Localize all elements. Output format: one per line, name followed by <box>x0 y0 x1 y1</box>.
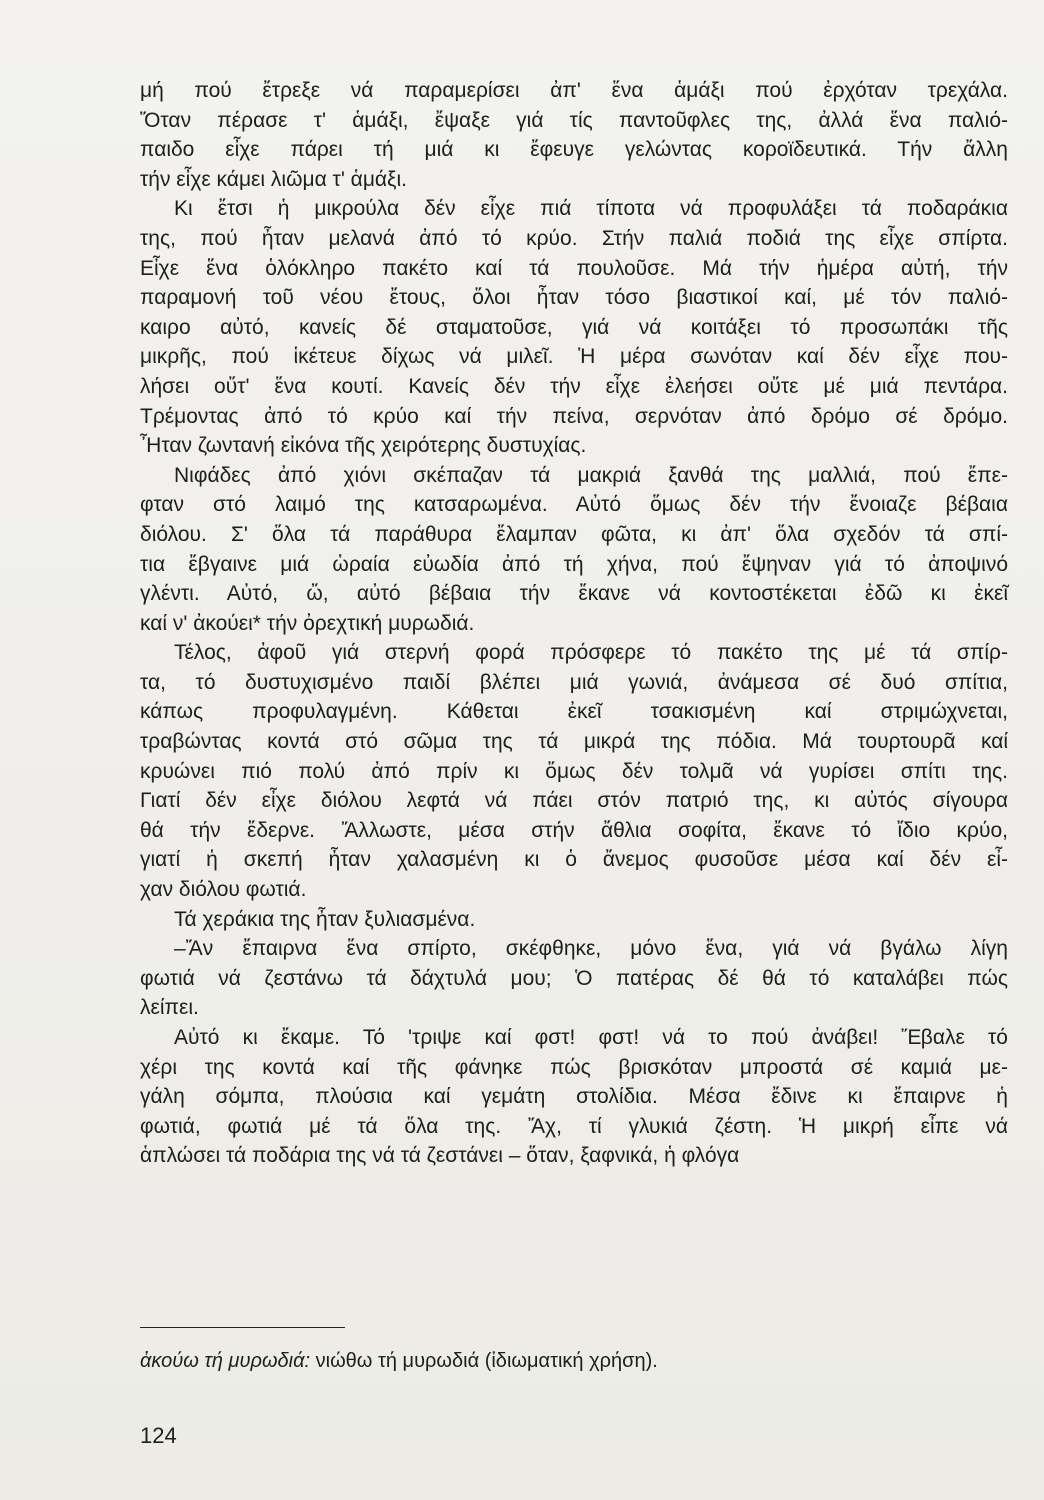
footnote-divider <box>140 1327 345 1328</box>
text-line: γιατί ἡ σκεπή ἦταν χαλασμένη κι ὁ ἄνεμος φυσοῦσε μέσα καί δέν εἶ- <box>140 848 1008 872</box>
paragraph <box>140 934 1008 1023</box>
paragraph <box>140 1023 1008 1171</box>
text-line: φωτιά νά ζεστάνω τά δάχτυλά μου; Ὁ πατέρας δέ θά τό καταλάβει πώς <box>140 966 1008 990</box>
text-line: γάλη σόμπα, πλούσια καί γεμάτη στολίδια. Μέσα ἔδινε κι ἔπαιρνε ἡ <box>140 1085 1008 1109</box>
paragraph <box>140 638 1008 904</box>
footnote <box>140 1348 658 1374</box>
text-line: Ἦταν ζωντανή εἰκόνα τῆς χειρότερης δυστυχίας. <box>140 434 587 458</box>
text-line: φωτιά, φωτιά μέ τά ὅλα της. Ἄχ, τί γλυκιά ζέστη. Ἡ μικρή εἶπε νά <box>140 1114 1008 1138</box>
footnote-term: ἀκούω τή μυρωδιά: <box>140 1350 311 1372</box>
text-line: Γιατί δέν εἶχε διόλου λεφτά νά πάει στόν πατριό της, κι αὐτός σίγουρα <box>140 789 1008 813</box>
text-line: κρυώνει πιό πολύ ἀπό πρίν κι ὅμως δέν τολμᾶ νά γυρίσει σπίτι της. <box>140 759 1008 783</box>
footnote-definition: νιώθω τή μυρωδιά (ἰδιωματική χρήση). <box>315 1350 658 1372</box>
text-line: παραμονή τοῦ νέου ἔτους, ὅλοι ἦταν τόσο βιαστικοί καί, μέ τόν παλιό- <box>140 286 1008 310</box>
text-line: τήν εἶχε κάμει λιῶμα τ' ἁμάξι. <box>140 167 407 191</box>
text-line: Εἶχε ἕνα ὁλόκληρο πακέτο καί τά πουλοῦσε. Μά τήν ἡμέρα αὐτή, τήν <box>140 256 1008 280</box>
text-line: Νιφάδες ἀπό χιόνι σκέπαζαν τά μακριά ξανθά της μαλλιά, πού ἔπε- <box>174 463 1008 487</box>
paragraph <box>140 76 1008 194</box>
text-line: θά τήν ἔδερνε. Ἄλλωστε, μέσα στήν ἄθλια σοφίτα, ἔκανε τό ἴδιο κρύο, <box>140 818 1008 842</box>
text-line: χέρι της κοντά καί τῆς φάνηκε πώς βρισκόταν μπροστά σέ καμιά με- <box>140 1055 1008 1079</box>
text-line: Τέλος, ἀφοῦ γιά στερνή φορά πρόσφερε τό πακέτο της μέ τά σπίρ- <box>174 641 1008 665</box>
paragraph <box>140 461 1008 639</box>
text-line: ἁπλώσει τά ποδάρια της νά τά ζεστάνει – ὅταν, ξαφνικά, ἡ φλόγα <box>140 1144 740 1168</box>
text-line: χαν διόλου φωτιά. <box>140 878 307 902</box>
text-line: φταν στό λαιμό της κατσαρωμένα. Αὐτό ὅμως δέν τήν ἔνοιαζε βέβαια <box>140 493 1008 517</box>
text-line: τια ἔβγαινε μιά ὡραία εὐωδία ἀπό τή χήνα, πού ἔψηναν γιά τό ἀποψινό <box>140 552 1008 576</box>
page-number: 124 <box>140 1423 177 1448</box>
text-line: γλέντι. Αὐτό, ὤ, αὐτό βέβαια τήν ἔκανε νά κοντοστέκεται ἐδῶ κι ἐκεῖ <box>140 582 1008 606</box>
text-line: τραβώντας κοντά στό σῶμα της τά μικρά της πόδια. Μά τουρτουρᾶ καί <box>140 730 1008 754</box>
text-line: Ὅταν πέρασε τ' ἁμάξι, ἔψαξε γιά τίς παντοῦφλες της, ἀλλά ἕνα παλιό- <box>140 108 1008 132</box>
text-line: Τρέμοντας ἀπό τό κρύο καί τήν πείνα, σερνόταν ἀπό δρόμο σέ δρόμο. <box>140 404 1008 428</box>
text-line: μικρῆς, πού ἱκέτευε δίχως νά μιλεῖ. Ἡ μέρα σωνόταν καί δέν εἶχε που- <box>140 345 1008 369</box>
text-line: τα, τό δυστυχισμένο παιδί βλέπει μιά γωνιά, ἀνάμεσα σέ δυό σπίτια, <box>140 670 1008 694</box>
paragraph <box>140 194 1008 460</box>
text-line: Τά χεράκια της ἦταν ξυλιασμένα. <box>174 907 476 931</box>
text-line: λήσει οὔτ' ἕνα κουτί. Κανείς δέν τήν εἶχε ἐλεήσει οὔτε μέ μιά πεντάρα. <box>140 374 1008 398</box>
text-line: παιδο εἶχε πάρει τή μιά κι ἔφευγε γελώντας κοροϊδευτικά. Τήν ἄλλη <box>140 138 1008 162</box>
text-line: –Ἄν ἔπαιρνα ἕνα σπίρτο, σκέφθηκε, μόνο ἕνα, γιά νά βγάλω λίγη <box>174 937 1008 961</box>
text-line: μή πού ἔτρεξε νά παραμερίσει ἀπ' ἕνα ἁμάξι πού ἐρχόταν τρεχάλα. <box>140 79 1008 102</box>
text-line: καιρο αὐτό, κανείς δέ σταματοῦσε, γιά νά κοιτάξει τό προσωπάκι τῆς <box>140 315 1008 339</box>
text-line: της, πού ἦταν μελανά ἀπό τό κρύο. Στήν παλιά ποδιά της εἶχε σπίρτα. <box>140 226 1008 250</box>
text-line: Κι ἔτσι ἡ μικρούλα δέν εἶχε πιά τίποτα νά προφυλάξει τά ποδαράκια <box>174 197 1008 221</box>
text-line: κάπως προφυλαγμένη. Κάθεται ἐκεῖ τσακισμένη καί στριμώχνεται, <box>140 700 1008 724</box>
body-text <box>140 76 1008 1171</box>
paragraph <box>140 905 1008 935</box>
text-line: διόλου. Σ' ὅλα τά παράθυρα ἔλαμπαν φῶτα, κι ἀπ' ὅλα σχεδόν τά σπί- <box>140 522 1008 546</box>
text-line: λείπει. <box>140 996 199 1020</box>
text-line: καί ν' ἀκούει* τήν ὀρεχτική μυρωδιά. <box>140 611 475 635</box>
text-line: Αὐτό κι ἔκαμε. Τό 'τριψε καί φστ! φστ! νά το πού ἀνάβει! Ἔβαλε τό <box>174 1026 1008 1049</box>
